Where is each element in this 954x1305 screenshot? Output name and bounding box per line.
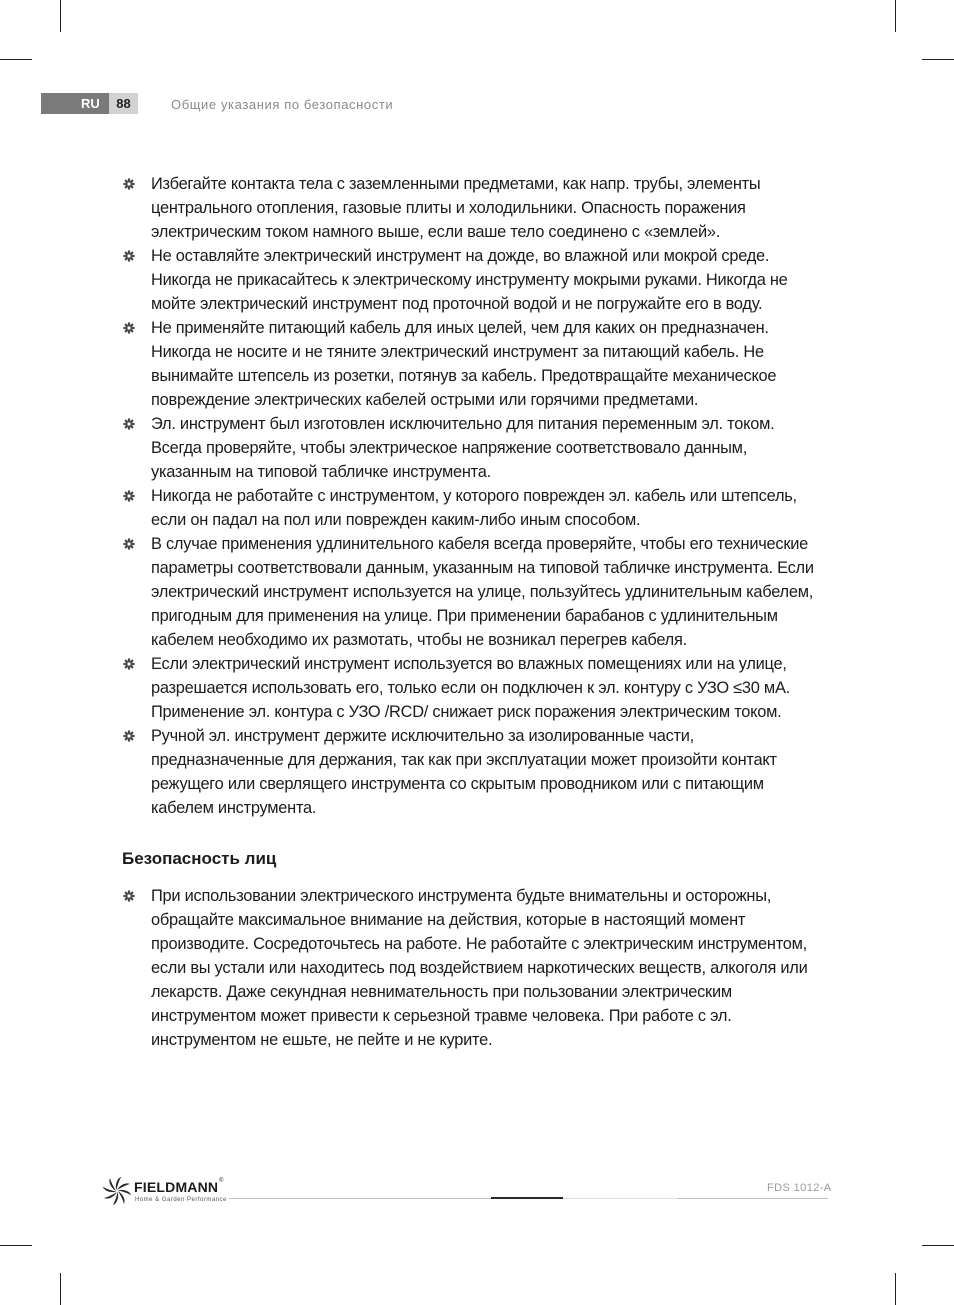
- gear-bullet-icon: [123, 538, 135, 550]
- fieldmann-pinwheel-icon: [102, 1176, 132, 1206]
- list-item-text: Если электрический инструмент используется во влажных помещениях или на улице, разрешается использовать его, только если он подключен к эл. контуру с УЗО ≤30 мА. Применение эл. контура с УЗО /RCD/ снижает риск поражения электрическим током.: [151, 655, 790, 721]
- crop-mark: [60, 1273, 61, 1305]
- section-heading: Безопасность лиц: [122, 849, 277, 868]
- list-item-text: При использовании электрического инструмента будьте внимательны и осторожны, обращайте максимальное внимание на действия, которые в настоящий момент производите. Сосредоточьтесь на работе. Не работайте с электрическим инструментом, если вы устали или находитесь под воздействием наркотических веществ, алкоголя или лекарств. Даже секундная невнимательность при пользовании электрическим инструментом может привести к серьезной травме человека. При работе с эл. инструментом не ешьте, не пейте и не курите.: [151, 887, 808, 1049]
- gear-bullet-icon: [123, 418, 135, 430]
- footer-rule: [678, 1198, 828, 1199]
- list-item: [122, 724, 828, 820]
- list-item-text: Избегайте контакта тела с заземленными предметами, как напр. трубы, элементы центрального отопления, газовые плиты и холодильники. Опасность поражения электрическим током намного выше, если ваше тело соединено с «землей».: [151, 175, 761, 241]
- list-item-text: Ручной эл. инструмент держите исключительно за изолированные части, предназначенные для держания, так как при эксплуатации может произойти контакт режущего или сверлящего инструмента со скрытым проводником или с питающим кабелем инструмента.: [151, 727, 777, 817]
- list-item: [122, 172, 828, 244]
- gear-bullet-icon: [123, 250, 135, 262]
- page-title: Общие указания по безопасности: [171, 97, 394, 112]
- crop-mark: [0, 1245, 32, 1246]
- language-badge: RU: [41, 93, 109, 114]
- crop-mark: [895, 1273, 896, 1305]
- list-item-text: Никогда не работайте с инструментом, у которого поврежден эл. кабель или штепсель, если он падал на пол или поврежден каким-либо иным способом.: [151, 487, 797, 529]
- list-item-text: В случае применения удлинительного кабеля всегда проверяйте, чтобы его технические параметры соответствовали данным, указанным на типовой табличке инструмента. Если электрический инструмент используется на улице, пользуйтесь удлинительным кабелем, пригодным для применения на улице. При применении барабанов с удлинительным кабелем необходимо их размотать, чтобы не возникал перегрев кабеля.: [151, 535, 814, 649]
- list-item: [122, 484, 828, 532]
- gear-bullet-icon: [123, 658, 135, 670]
- gear-bullet-icon: [123, 322, 135, 334]
- list-item-text: Не оставляйте электрический инструмент на дожде, во влажной или мокрой среде. Никогда не прикасайтесь к электрическому инструменту мокрыми руками. Никогда не мойте электрический инструмент под проточной водой и не погружайте его в воду.: [151, 247, 788, 313]
- crop-mark: [60, 0, 61, 32]
- gear-bullet-icon: [123, 730, 135, 742]
- electrical-safety-list: [122, 172, 828, 820]
- list-item-text: Не применяйте питающий кабель для иных целей, чем для каких он предназначен. Никогда не носите и не тяните электрический инструмент за питающий кабель. Не вынимайте штепсель из розетки, потянув за кабель. Предотвращайте механическое повреждение электрических кабелей острыми или горячими предметами.: [151, 319, 777, 409]
- crop-mark: [922, 59, 954, 60]
- list-item: [122, 652, 828, 724]
- footer-rule: [229, 1198, 491, 1199]
- list-item: [122, 532, 828, 652]
- brand-name: FIELDMANN: [134, 1179, 219, 1195]
- crop-mark: [922, 1245, 954, 1246]
- page-number: 88: [109, 93, 138, 114]
- gear-bullet-icon: [123, 490, 135, 502]
- list-item: [122, 884, 828, 1052]
- personal-safety-list: [122, 884, 828, 1052]
- list-item-text: Эл. инструмент был изготовлен исключительно для питания переменным эл. током. Всегда проверяйте, чтобы электрическое напряжение соответствовало данным, указанным на типовой табличке инструмента.: [151, 415, 775, 481]
- footer-rule: [563, 1198, 678, 1199]
- model-number: FDS 1012-A: [767, 1182, 832, 1194]
- list-item: [122, 412, 828, 484]
- brand-tagline: Home & Garden Performance: [135, 1197, 227, 1203]
- gear-bullet-icon: [123, 178, 135, 190]
- brand-logo: [102, 1176, 232, 1210]
- crop-mark: [895, 0, 896, 32]
- list-item: [122, 244, 828, 316]
- document-body: [122, 172, 828, 1052]
- crop-mark: [0, 59, 32, 60]
- list-item: [122, 316, 828, 412]
- footer-rule-accent: [491, 1197, 563, 1199]
- gear-bullet-icon: [123, 890, 135, 902]
- registered-mark: ®: [219, 1178, 224, 1184]
